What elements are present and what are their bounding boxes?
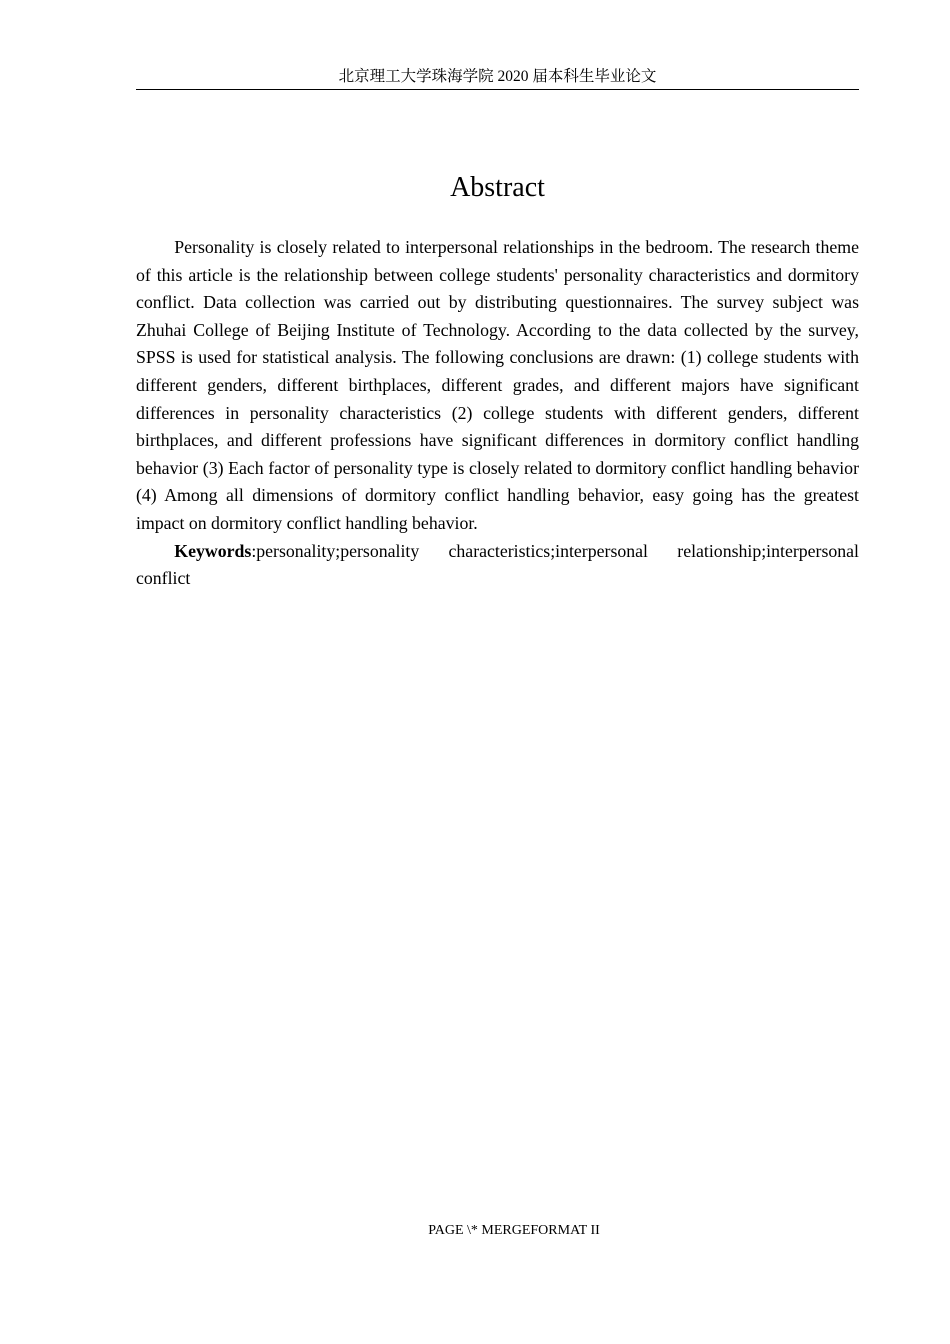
abstract-body <box>136 234 859 593</box>
abstract-title: Abstract <box>450 172 545 203</box>
abstract-paragraph: Personality is closely related to interpersonal relationships in the bedroom. The research theme of this article is the relationship between college students' personality characteristics and dormitory conflict. Data collection was carried out by distributing questionnaires. The survey subject was Zhuhai College of Beijing Institute of Technology. According to the data collected by the survey, SPSS is used for statistical analysis. The following conclusions are drawn: (1) college students with different genders, different birthplaces, different grades, and different majors have significant differences in personality characteristics (2) college students with different genders, different birthplaces, and different professions have significant differences in dormitory conflict handling behavior (3) Each factor of personality type is closely related to dormitory conflict handling behavior (4) Among all dimensions of dormitory conflict handling behavior, easy going has the greatest impact on dormitory conflict handling behavior. <box>136 237 859 533</box>
running-header: 北京理工大学珠海学院 2020 届本科生毕业论文 <box>136 66 859 90</box>
keywords-paragraph <box>136 538 859 593</box>
keywords-label: Keywords <box>174 540 252 561</box>
page-number-field: PAGE \* MERGEFORMAT II <box>428 1223 600 1238</box>
keywords-list: :personality;personality characteristics;interpersonal relationship;interpersonal conflict <box>136 540 859 589</box>
